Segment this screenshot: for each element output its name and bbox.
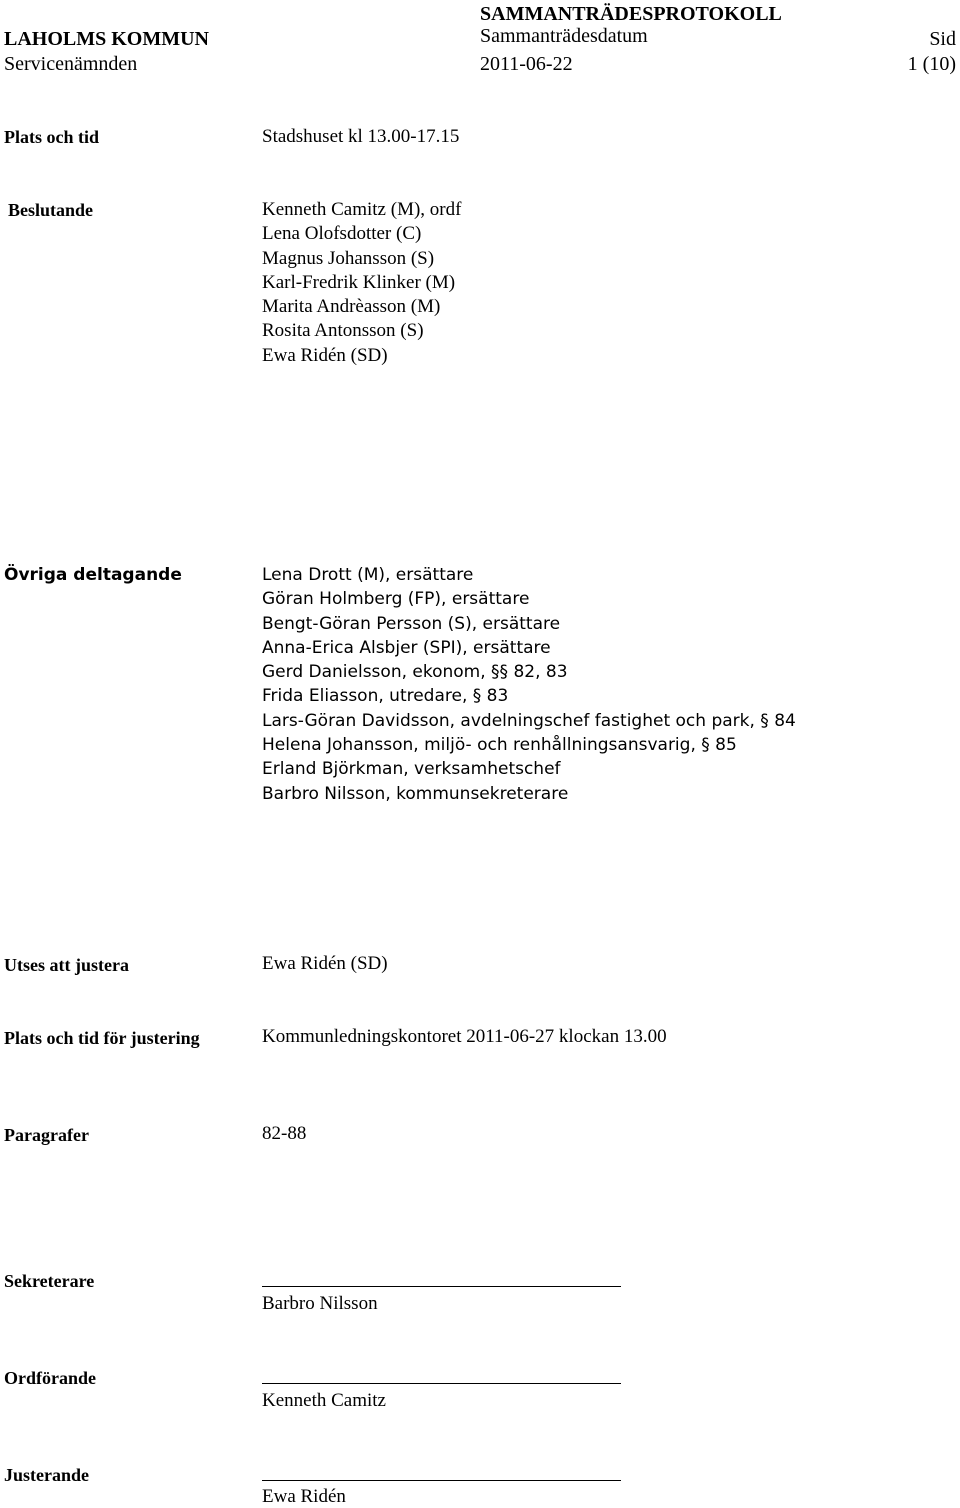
justerande-signature-line xyxy=(262,1480,621,1481)
ordforande-name: Kenneth Camitz xyxy=(262,1390,386,1411)
sekreterare-name: Barbro Nilsson xyxy=(262,1293,378,1314)
plats-tid-value: Stadshuset kl 13.00-17.15 xyxy=(262,126,460,147)
list-item: Magnus Johansson (S) xyxy=(262,247,435,269)
justering-plats-value: Kommunledningskontoret 2011-06-27 klockan 13.00 xyxy=(262,1026,667,1047)
list-item: Gerd Danielsson, ekonom, §§ 82, 83 xyxy=(262,662,568,683)
list-item: Kenneth Camitz (M), ordf xyxy=(262,199,462,220)
ovriga-label: Övriga deltagande xyxy=(4,565,182,585)
list-item: Helena Johansson, miljö- och renhållningsansvarig, § 85 xyxy=(262,735,737,756)
list-item: Göran Holmberg (FP), ersättare xyxy=(262,589,530,610)
list-item: Anna-Erica Alsbjer (SPI), ersättare xyxy=(262,637,551,658)
document-type: SAMMANTRÄDESPROTOKOLL xyxy=(480,3,782,25)
department-name: Servicenämnden xyxy=(4,53,138,75)
beslutande-list xyxy=(262,198,461,368)
date-label: Sammanträdesdatum xyxy=(480,25,648,47)
justerande-label: Justerande xyxy=(4,1465,89,1485)
org-name: LAHOLMS KOMMUN xyxy=(4,28,209,50)
ordforande-signature-line xyxy=(262,1383,621,1384)
ordforande-label: Ordförande xyxy=(4,1368,96,1388)
list-item: Erland Björkman, verksamhetschef xyxy=(262,759,561,780)
paragrafer-label: Paragrafer xyxy=(4,1125,89,1145)
list-item: Frida Eliasson, utredare, § 83 xyxy=(262,686,509,707)
page-label: Sid xyxy=(929,28,956,50)
list-item: Ewa Ridén (SD) xyxy=(262,344,388,366)
beslutande-label: Beslutande xyxy=(8,200,94,220)
list-item: Lars-Göran Davidsson, avdelningschef fastighet och park, § 84 xyxy=(262,710,796,731)
list-item: Karl-Fredrik Klinker (M) xyxy=(262,271,456,293)
page-number: 1 (10) xyxy=(907,53,956,75)
list-item: Rosita Antonsson (S) xyxy=(262,320,424,342)
list-item: Bengt-Göran Persson (S), ersättare xyxy=(262,613,561,634)
plats-tid-label: Plats och tid xyxy=(4,127,100,147)
justera-value: Ewa Ridén (SD) xyxy=(262,953,388,974)
sekreterare-label: Sekreterare xyxy=(4,1271,95,1291)
justering-plats-label: Plats och tid för justering xyxy=(4,1028,200,1048)
sekreterare-signature-line xyxy=(262,1286,621,1287)
justerande-name: Ewa Ridén xyxy=(262,1486,346,1507)
meeting-date: 2011-06-22 xyxy=(480,53,573,75)
justera-label: Utses att justera xyxy=(4,955,129,975)
paragrafer-value: 82-88 xyxy=(262,1123,307,1144)
list-item: Lena Olofsdotter (C) xyxy=(262,223,422,245)
list-item: Barbro Nilsson, kommunsekreterare xyxy=(262,783,569,804)
list-item: Lena Drott (M), ersättare xyxy=(262,565,474,585)
list-item: Marita Andrèasson (M) xyxy=(262,296,441,318)
ovriga-list xyxy=(262,563,796,806)
